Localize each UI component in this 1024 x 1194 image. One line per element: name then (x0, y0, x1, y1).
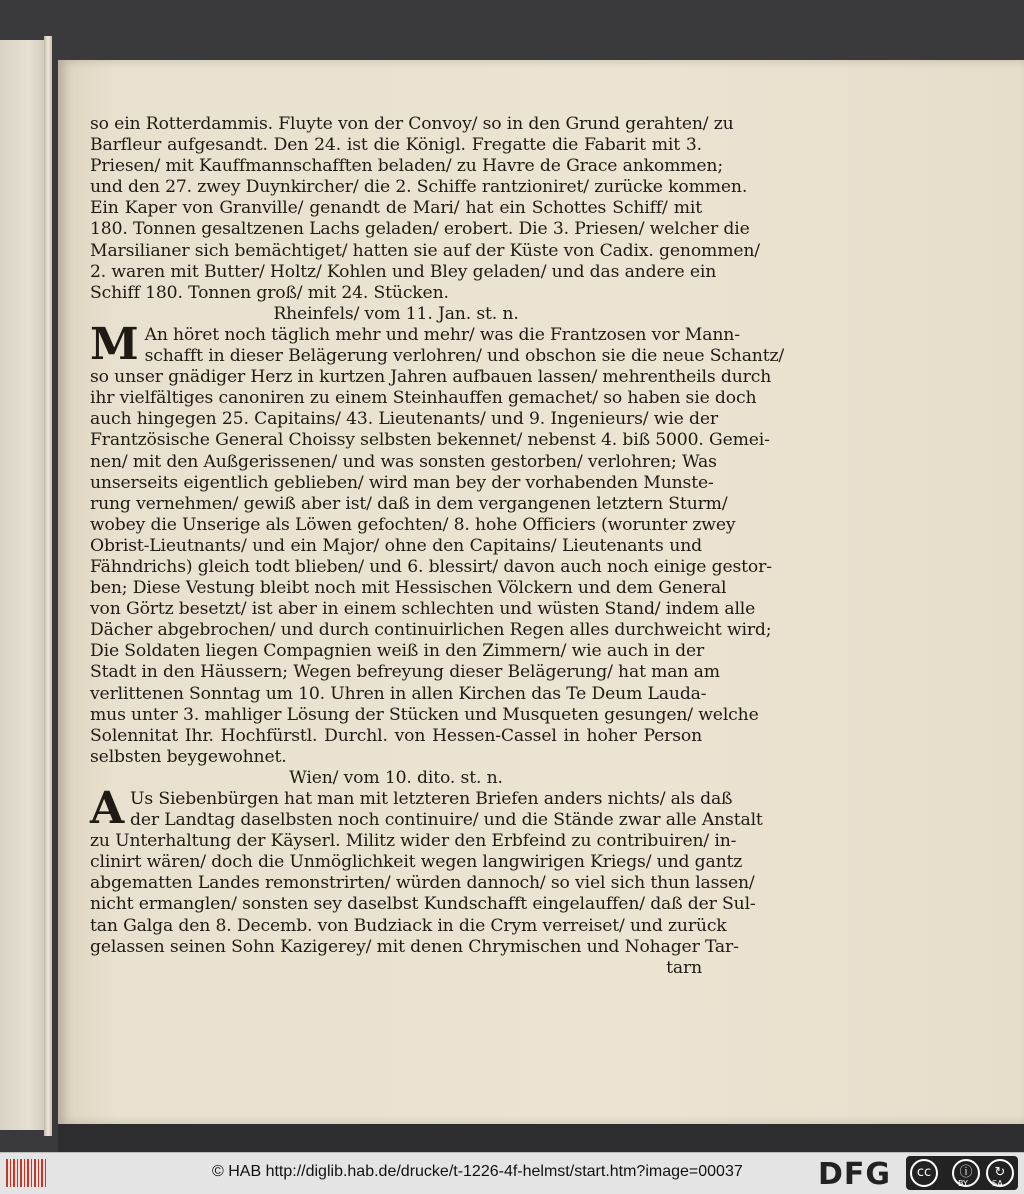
cc-icon: cc (910, 1159, 938, 1187)
text-line: Fähndrichs) gleich todt blieben/ und 6. blessirt/ davon auch noch einige gestor- (90, 556, 772, 577)
text-line: der Landtag daselbsten noch continuire/ und die Stände zwar alle Anstalt (130, 810, 763, 831)
text-line: nen/ mit den Außgerissenen/ und was sonsten gestorben/ verlohren; Was (90, 451, 717, 472)
viewer-footer (0, 1152, 1024, 1194)
text-line: von Görtz besetzt/ ist aber in einem schlechten und wüsten Stand/ indem alle (90, 599, 756, 620)
text-line: nicht ermanglen/ sonsten sey daselbst Kundschafft eingelauffen/ daß der Sul- (90, 894, 756, 915)
text-line: rung vernehmen/ gewiß aber ist/ daß in dem vergangenen letztern Sturm/ (90, 493, 728, 514)
text-line: Frantzösische General Choissy selbsten bekennet/ nebenst 4. biß 5000. Gemei- (90, 430, 770, 451)
text-line: ihr vielfältiges canoniren zu einem Steinhauffen gemachet/ so haben sie doch (90, 388, 757, 409)
barcode-icon (6, 1159, 46, 1187)
text-line: Die Soldaten liegen Compagnien weiß in den Zimmern/ wie auch in der (90, 641, 705, 662)
text-line: Dächer abgebrochen/ und durch continuirlichen Regen alles durchweicht wird; (90, 620, 772, 641)
text-line: clinirt wären/ doch die Unmöglichkeit wegen langwirigen Kriegs/ und gantz (90, 852, 743, 873)
paragraph-1 (90, 114, 760, 304)
copyright-link[interactable]: © HAB http://diglib.hab.de/drucke/t-1226-4f-helmst/start.htm?image=00037 (212, 1163, 743, 1180)
text-line: auch hingegen 25. Capitains/ 43. Lieutenants/ und 9. Ingenieurs/ wie der (90, 409, 718, 430)
page-shadow (58, 1124, 1024, 1152)
dfg-logo[interactable]: DFG (818, 1157, 892, 1192)
paragraph-3 (90, 783, 763, 958)
share-alike-icon: ↻ (986, 1159, 1014, 1187)
text-line: ben; Diese Vestung bleibt noch mit Hessischen Völckern und dem General (90, 578, 727, 599)
catchword: tarn (666, 957, 702, 978)
text-line: Obrist-Lieutnants/ und ein Major/ ohne den Capitains/ Lieutenants und (90, 535, 702, 556)
text-line: Priesen/ mit Kauffmannschafften beladen/ zu Havre de Grace ankommen; (90, 156, 723, 177)
previous-page-edge (0, 40, 48, 1130)
attribution-icon: ⓘ (952, 1159, 980, 1187)
text-line: Barfleur aufgesandt. Den 24. ist die Königl. Fregatte die Fabarit mit 3. (90, 135, 702, 156)
cc-sa-label: SA (992, 1179, 1003, 1188)
text-line: mus unter 3. mahliger Lösung der Stücken und Musqueten gesungen/ welche (90, 704, 759, 725)
text-line: wobey die Unserige als Löwen gefochten/ 8. hohe Officiers (worunter zwey (90, 514, 736, 535)
cc-license-badge[interactable] (906, 1156, 1018, 1190)
text-line: so ein Rotterdammis. Fluyte von der Convoy/ so in den Grund gerahten/ zu (90, 114, 734, 134)
text-line: gelassen seinen Sohn Kazigerey/ mit denen Chrymischen und Nohager Tar- (90, 936, 739, 957)
heading-wien: Wien/ vom 10. dito. st. n. (289, 767, 503, 788)
text-line: An höret noch täglich mehr und mehr/ was die Frantzosen vor Mann- (144, 324, 740, 345)
drop-cap: A (90, 783, 124, 834)
text-line: Solennitat Ihr. Hochfürstl. Durchl. von Hessen-Cassel in hoher Person (90, 725, 702, 746)
drop-cap: M (90, 318, 139, 370)
cc-by-label: BY (958, 1179, 968, 1188)
page-text (90, 114, 785, 979)
heading-rheinfels: Rheinfels/ vom 11. Jan. st. n. (273, 303, 519, 324)
text-line: so unser gnädiger Herz in kurtzen Jahren aufbauen lassen/ mehrentheils durch (90, 367, 772, 388)
text-line: abgematten Landes remonstrirten/ würden dannoch/ so viel sich thun lassen/ (90, 873, 755, 894)
text-line: Schiff 180. Tonnen groß/ mit 24. Stücken. (90, 282, 449, 303)
text-line: Us Siebenbürgen hat man mit letzteren Briefen anders nichts/ als daß (130, 789, 733, 809)
text-line: tan Galga den 8. Decemb. von Budziack in die Crym verreiset/ und zurück (90, 915, 727, 936)
text-line: schafft in dieser Belägerung verlohren/ und obschon sie die neue Schantz/ (144, 346, 785, 367)
text-line: und den 27. zwey Duynkircher/ die 2. Schiffe rantzioniret/ zurücke kommen. (90, 177, 748, 198)
text-line: Marsilianer sich bemächtiget/ hatten sie auf der Küste von Cadix. genommen/ (90, 240, 760, 261)
paragraph-2 (90, 318, 785, 768)
text-line: zu Unterhaltung der Käyserl. Militz wider den Erbfeind zu contribuiren/ in- (90, 831, 737, 852)
gutter (44, 36, 52, 1136)
text-line: 2. waren mit Butter/ Holtz/ Kohlen und Bley geladen/ und das andere ein (90, 261, 717, 282)
text-line: 180. Tonnen gesaltzenen Lachs geladen/ erobert. Die 3. Priesen/ welcher die (90, 219, 750, 240)
text-line: unserseits eigentlich geblieben/ wird man bey der vorhabenden Munste- (90, 472, 714, 493)
text-line: verlittenen Sonntag um 10. Uhren in allen Kirchen das Te Deum Lauda- (90, 683, 707, 704)
text-line: Ein Kaper von Granville/ genandt de Mari/ hat ein Schottes Schiff/ mit (90, 198, 702, 219)
text-line: Stadt in den Häussern; Wegen befreyung dieser Belägerung/ hat man am (90, 662, 720, 683)
text-line: selbsten beygewohnet. (90, 746, 287, 767)
